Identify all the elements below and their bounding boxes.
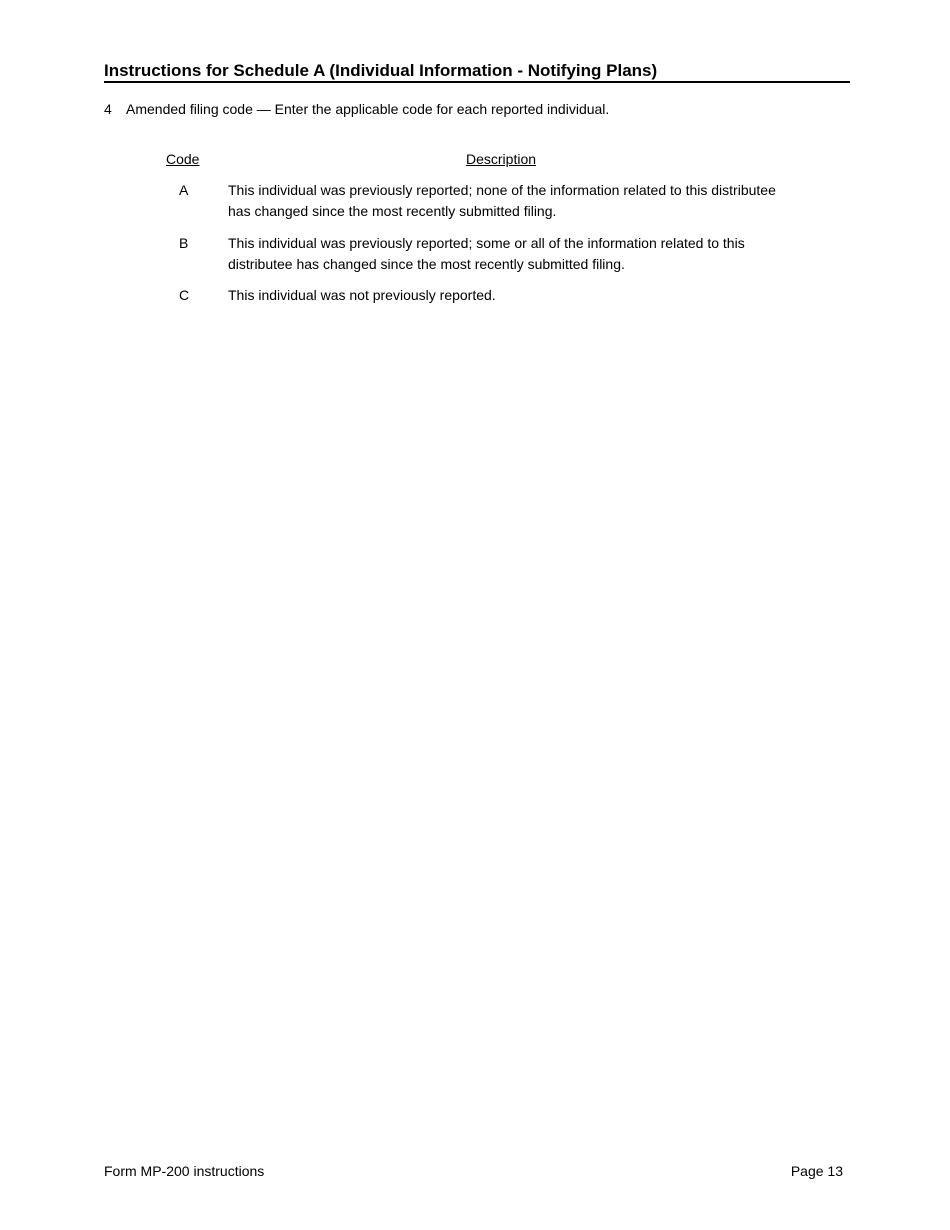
row-description: This individual was previously reported; some or all of the information related to this distributee has changed since the most recently submitted filing. bbox=[228, 235, 745, 272]
row-code: B bbox=[179, 235, 189, 251]
row-description: This individual was not previously reported. bbox=[228, 287, 496, 303]
item-number: 4 bbox=[104, 101, 112, 117]
page-title: Instructions for Schedule A (Individual Information - Notifying Plans) bbox=[104, 60, 850, 83]
header-code: Code bbox=[166, 151, 200, 167]
row-description: This individual was previously reported; none of the information related to this distributee has changed since the most recently submitted filing. bbox=[228, 182, 776, 219]
item-text: Amended filing code — Enter the applicable code for each reported individual. bbox=[126, 101, 610, 117]
instruction-item bbox=[104, 101, 609, 117]
row-code: A bbox=[179, 182, 189, 198]
header-description: Description bbox=[466, 151, 537, 167]
footer-page-number: Page 13 bbox=[790, 1163, 843, 1179]
footer-form-name: Form MP-200 instructions bbox=[104, 1163, 265, 1179]
row-code: C bbox=[179, 287, 190, 303]
